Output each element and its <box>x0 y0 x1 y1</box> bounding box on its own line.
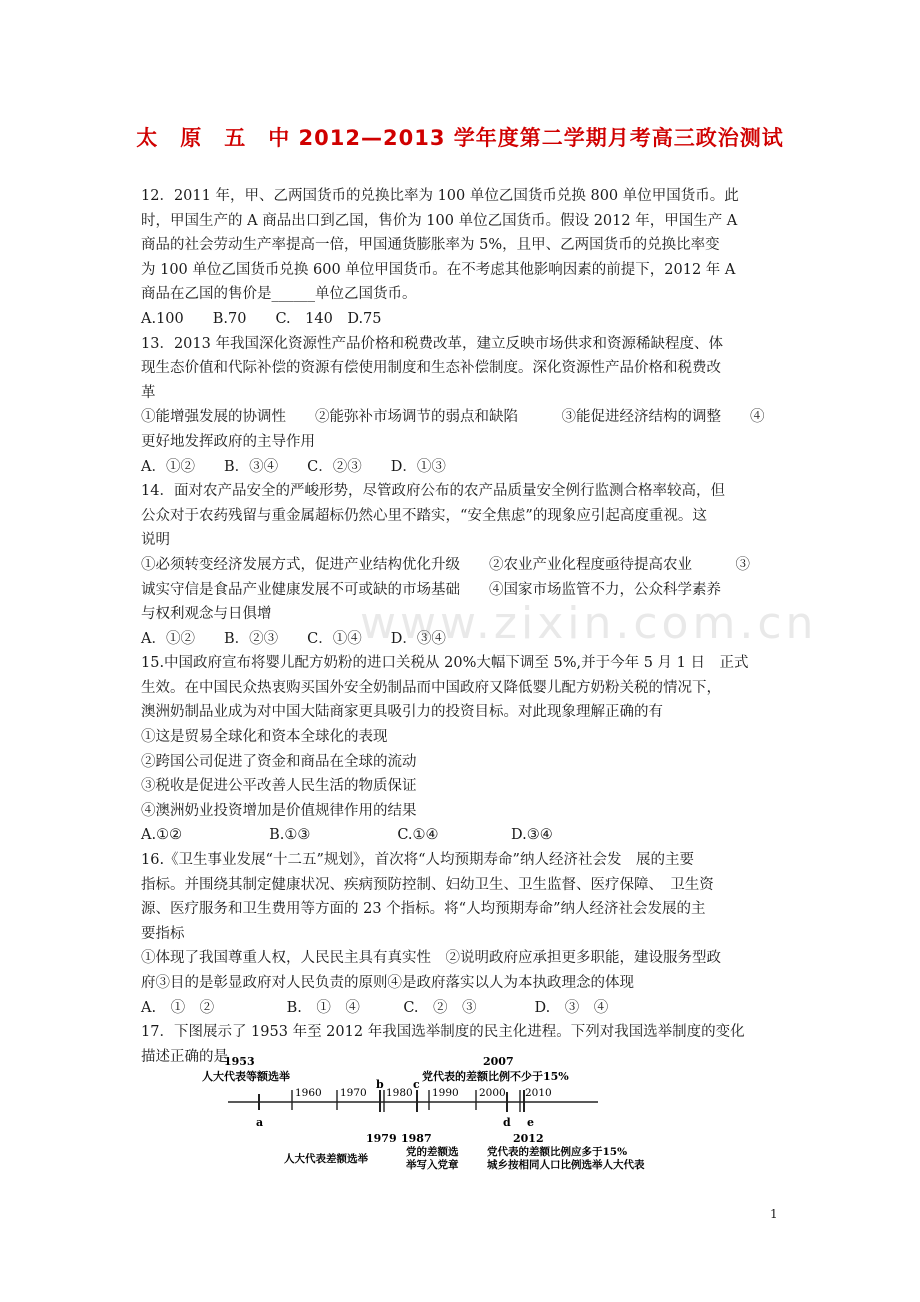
question-line: ②跨国公司促进了资金和商品在全球的流动 <box>141 753 417 770</box>
decade-1980: 1980 <box>386 1087 413 1099</box>
year-1979-label: 1979 <box>366 1132 397 1145</box>
label-2012-line2: 城乡按相同人口比例选举人大代表 <box>487 1159 645 1171</box>
question-15 <box>141 651 809 848</box>
watermark: www.zixin.com.cn <box>360 598 818 649</box>
label-2007: 党代表的差额比例不少于15% <box>422 1070 569 1083</box>
page-number: 1 <box>770 1207 778 1221</box>
question-line: 要指标 <box>141 925 185 942</box>
question-line: 与权利观念与日俱增 <box>141 606 272 623</box>
label-1953: 人大代表等额选举 <box>202 1070 290 1083</box>
question-13 <box>141 332 809 480</box>
decade-1970: 1970 <box>340 1087 367 1099</box>
decade-2000: 2000 <box>479 1087 506 1099</box>
question-line: 12．2011 年，甲、乙两国货币的兑换比率为 100 单位乙国货币兑换 800 单位甲国货币。此 <box>141 188 739 204</box>
question-line: 源、医疗服务和卫生费用等方面的 23 个指标。将“人均预期寿命”纳人经济社会发展的主 <box>141 901 706 918</box>
question-line: 商品的社会劳动生产率提高一倍，甲国通货膨胀率为 5%，且甲、乙两国货币的兑换比率变 <box>141 237 720 254</box>
question-line: 公众对于农药残留与重金属超标仍然心里不踏实，“安全焦虑”的现象应引起高度重视。这 <box>141 507 707 524</box>
page-title: 太 原 五 中 2012—2013 学年度第二学期月考高三政治测试 <box>136 126 784 150</box>
answer-options: A. ① ② B. ① ④ C. ② ③ D. ③ ④ <box>141 999 609 1016</box>
question-line: 现生态价值和代际补偿的资源有偿使用制度和生态补偿制度。深化资源性产品价格和税费改 <box>141 360 721 377</box>
question-line: 澳洲奶制品业成为对中国大陆商家更具吸引力的投资目标。对此现象理解正确的有 <box>141 704 663 721</box>
year-1987-label: 1987 <box>401 1132 432 1145</box>
question-line: 描述正确的是 <box>141 1048 228 1065</box>
question-line: ①能增强发展的协调性 ②能弥补市场调节的弱点和缺陷 ③能促进经济结构的调整 ④ <box>141 409 765 426</box>
label-2012-line1: 党代表的差额比例应多于15% <box>487 1146 628 1158</box>
answer-options: A.100 B.70 C. 140 D.75 <box>141 310 382 327</box>
question-12 <box>141 184 809 332</box>
question-line: 17．下图展示了 1953 年至 2012 年我国选举制度的民主化进程。下列对我国选举制度的变化 <box>141 1024 745 1041</box>
year-2012-label: 2012 <box>513 1132 544 1145</box>
question-line: 更好地发挥政府的主导作用 <box>141 433 315 450</box>
year-1953-label: 1953 <box>224 1055 255 1068</box>
question-line: ①必须转变经济发展方式，促进产业结构优化升级 ②农业产业化程度亟待提高农业 ③ <box>141 556 750 573</box>
question-14 <box>141 479 809 651</box>
question-line: 14．面对农产品安全的严峻形势，尽管政府公布的农产品质量安全例行监测合格率较高，但 <box>141 483 725 500</box>
mark-e: e <box>527 1116 534 1129</box>
question-line: 13．2013 年我国深化资源性产品价格和税费改革，建立反映市场供求和资源稀缺程度、体 <box>141 335 723 352</box>
question-line: 说明 <box>141 532 170 549</box>
question-line: 府③目的是彰显政府对人民负责的原则④是政府落实以人为本执政理念的体现 <box>141 975 634 991</box>
decade-1960: 1960 <box>295 1087 322 1099</box>
question-line: 16.《卫生事业发展“十二五”规划》，首次将“人均预期寿命”纳人经济社会发 展的主要 <box>141 852 694 869</box>
question-line: 为 100 单位乙国货币兑换 600 单位甲国货币。在不考虑其他影响因素的前提下，2012 年 A <box>141 261 736 278</box>
question-line: 15.中国政府宣布将婴儿配方奶粉的进口关税从 20%大幅下调至 5%,并于今年 5 月 1 日 正式 <box>141 655 749 672</box>
mark-c: c <box>413 1078 420 1091</box>
label-1979: 人大代表差额选举 <box>284 1153 368 1165</box>
election-timeline-diagram <box>200 1052 645 1177</box>
mark-a: a <box>256 1116 264 1129</box>
answer-options: A．①② B．②③ C．①④ D．③④ <box>141 630 446 647</box>
question-line: 革 <box>141 384 156 401</box>
answer-options: A．①② B．③④ C．②③ D．①③ <box>141 458 446 475</box>
question-line: 指标。并围绕其制定健康状况、疾病预防控制、妇幼卫生、卫生监督、医疗保障、 卫生资 <box>141 876 714 893</box>
question-line: 时，甲国生产的 A 商品出口到乙国，售价为 100 单位乙国货币。假设 2012 年，甲国生产 A <box>141 212 738 229</box>
mark-d: d <box>503 1116 511 1129</box>
question-line: 商品在乙国的售价是______单位乙国货币。 <box>141 286 417 303</box>
decade-1990: 1990 <box>432 1087 459 1099</box>
question-line: ①体现了我国尊重人权，人民民主具有真实性 ②说明政府应承担更多职能，建设服务型政 <box>141 950 721 967</box>
answer-options: A.①② B.①③ C.①④ D.③④ <box>141 827 553 844</box>
year-2007-label: 2007 <box>483 1055 514 1068</box>
question-body <box>141 184 809 1069</box>
mark-b: b <box>376 1078 384 1091</box>
question-16 <box>141 848 809 1020</box>
question-line: ①这是贸易全球化和资本全球化的表现 <box>141 729 388 746</box>
label-1987-line1: 党的差额选 <box>406 1146 459 1158</box>
label-1987-line2: 举写入党章 <box>406 1159 459 1171</box>
question-line: 诚实守信是食品产业健康发展不可或缺的市场基础 ④国家市场监管不力，公众科学素养 <box>141 581 721 598</box>
decade-2010: 2010 <box>525 1087 552 1099</box>
question-line: ④澳洲奶业投资增加是价值规律作用的结果 <box>141 802 417 819</box>
question-line: ③税收是促进公平改善人民生活的物质保证 <box>141 778 417 795</box>
question-line: 生效。在中国民众热衷购买国外安全奶制品而中国政府又降低婴儿配方奶粉关税的情况下， <box>141 679 721 696</box>
